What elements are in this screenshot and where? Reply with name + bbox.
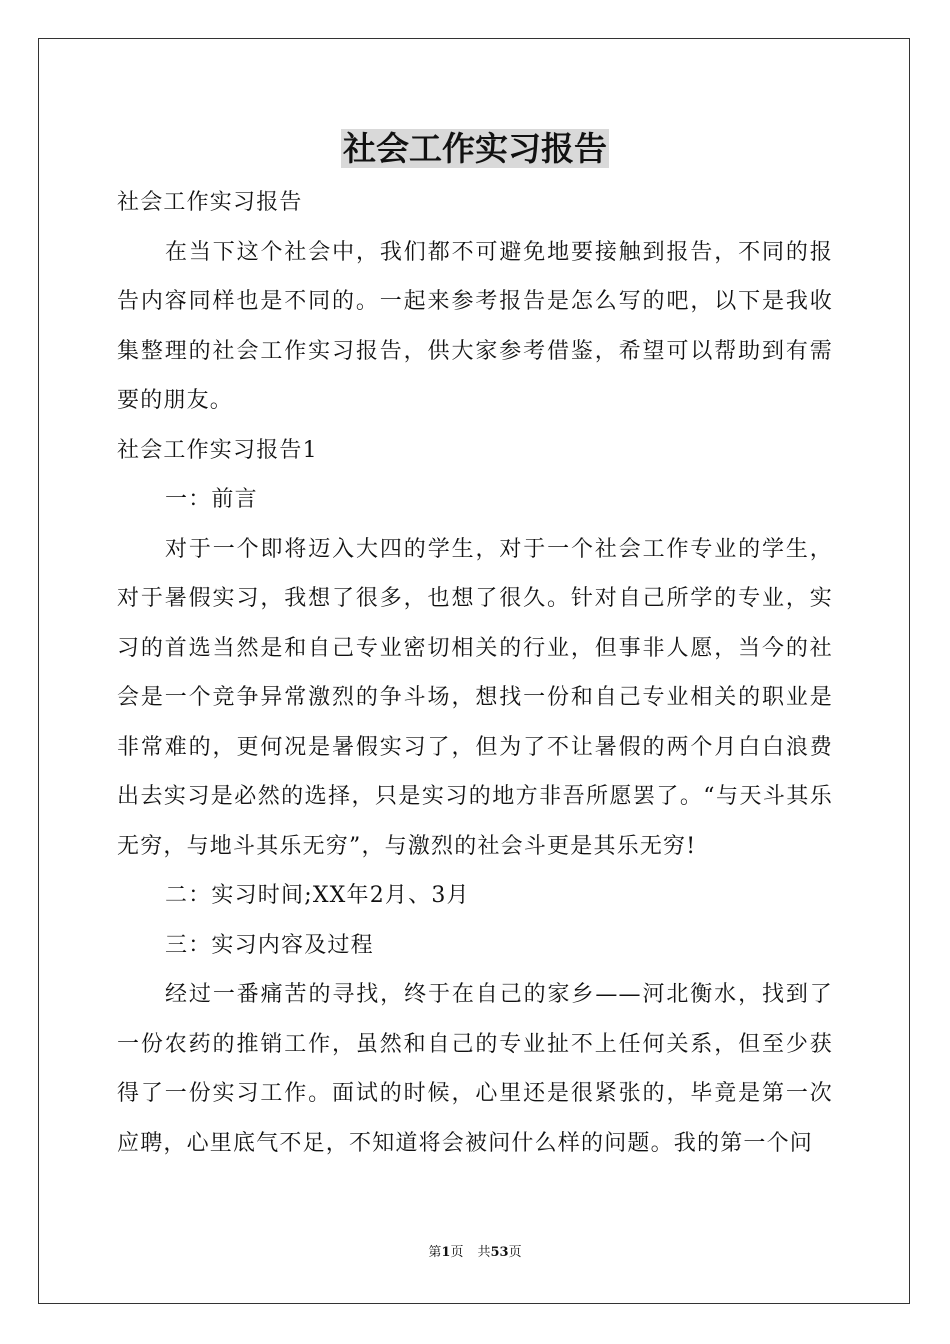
- footer-page-unit: 页: [450, 1245, 464, 1260]
- footer-total-pages: 53: [490, 1245, 509, 1260]
- footer-total-prefix: 共: [477, 1245, 491, 1260]
- footer-page-prefix: 第: [428, 1245, 442, 1260]
- footer-total-unit: 页: [508, 1245, 522, 1260]
- paragraph: 经过一番痛苦的寻找，终于在自己的家乡——河北衡水，找到了一份农药的推销工作，虽然和自己的专业扯不上任何关系，但至少获得了一份实习工作。面试的时候，心里还是很紧张的，毕竟是第一次应聘，心里底气不足，不知道将会被问什么样的问题。我的第一个问: [117, 982, 833, 1156]
- paragraph: 三：实习内容及过程: [165, 932, 374, 958]
- footer-page-number: 1: [441, 1245, 451, 1260]
- document-title-text: 社会工作实习报告: [343, 129, 607, 168]
- paragraph: 在当下这个社会中，我们都不可避免地要接触到报告，不同的报告内容同样也是不同的。一起来参考报告是怎么写的吧，以下是我收集整理的社会工作实习报告，供大家参考借鉴，希望可以帮助到有需要的朋友。: [117, 239, 833, 413]
- page-footer: [0, 1244, 950, 1262]
- document-body: [117, 178, 833, 1168]
- paragraph: 对于一个即将迈入大四的学生，对于一个社会工作专业的学生，对于暑假实习，我想了很多，也想了很久。针对自己所学的专业，实习的首选当然是和自己专业密切相关的行业，但事非人愿，当今的社会是一个竞争异常激烈的争斗场，想找一份和自己专业相关的职业是非常难的，更何况是暑假实习了，但为了不让暑假的两个月白白浪费出去实习是必然的选择，只是实习的地方非吾所愿罢了。“与天斗其乐无穷，与地斗其乐无穷”，与激烈的社会斗更是其乐无穷!: [117, 536, 833, 859]
- paragraph: 一：前言: [165, 487, 258, 512]
- paragraph: 社会工作实习报告1: [117, 437, 318, 463]
- paragraph: 二：实习时间;XX年2月、3月: [165, 883, 470, 908]
- document-title: [0, 128, 950, 170]
- paragraph: 社会工作实习报告: [117, 190, 303, 215]
